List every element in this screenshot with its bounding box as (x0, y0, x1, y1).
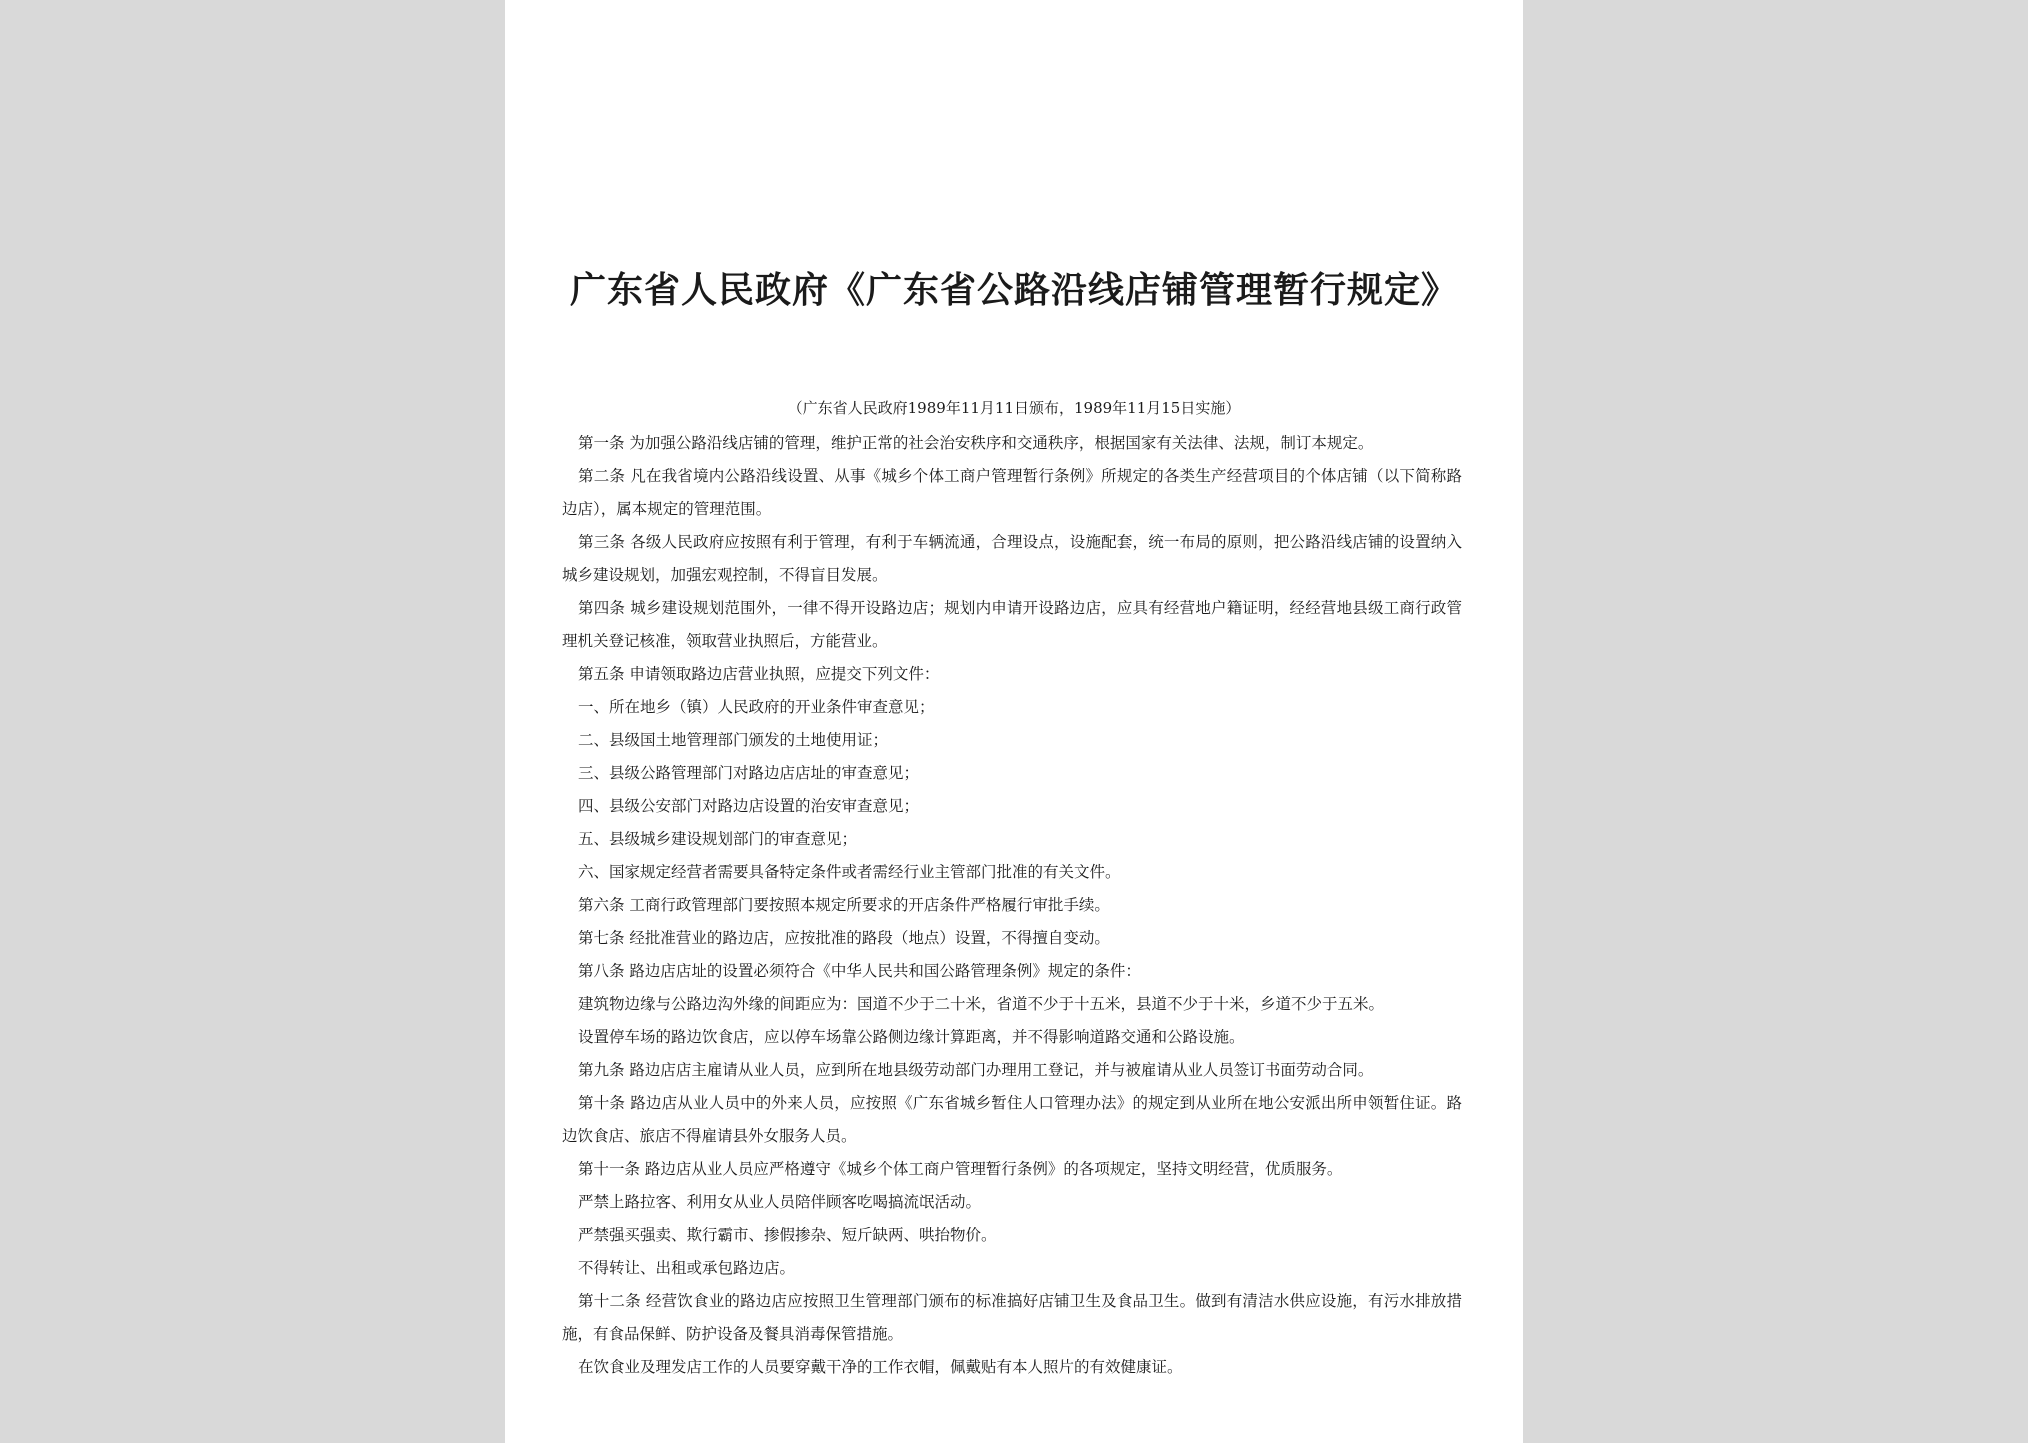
paragraph: 第一条 为加强公路沿线店铺的管理，维护正常的社会治安秩序和交通秩序，根据国家有关法律、法规，制订本规定。 (578, 434, 1374, 452)
paragraph: 一、所在地乡（镇）人民政府的开业条件审查意见； (578, 698, 935, 716)
paragraph: 第七条 经批准营业的路边店，应按批准的路段（地点）设置，不得擅自变动。 (578, 929, 1110, 947)
paragraph: 第六条 工商行政管理部门要按照本规定所要求的开店条件严格履行审批手续。 (578, 896, 1110, 914)
paragraph: 设置停车场的路边饮食店，应以停车场靠公路侧边缘计算距离，并不得影响道路交通和公路设施。 (578, 1028, 1245, 1046)
paragraph: 六、国家规定经营者需要具备特定条件或者需经行业主管部门批准的有关文件。 (578, 863, 1121, 881)
document-title: 广东省人民政府《广东省公路沿线店铺管理暂行规定》 (569, 269, 1458, 311)
paragraph: 二、县级国土地管理部门颁发的土地使用证； (578, 731, 889, 749)
paragraph: 第九条 路边店店主雇请从业人员，应到所在地县级劳动部门办理用工登记，并与被雇请从业人员签订书面劳动合同。 (578, 1061, 1374, 1079)
paragraph: 第十条 路边店从业人员中的外来人员，应按照《广东省城乡暂住人口管理办法》的规定到从业所在地公安派出所申领暂住证。路边饮食店、旅店不得雇请县外女服务人员。 (562, 1094, 1462, 1145)
paragraph: 第四条 城乡建设规划范围外，一律不得开设路边店；规划内申请开设路边店，应具有经营地户籍证明，经经营地县级工商行政管理机关登记核准，领取营业执照后，方能营业。 (562, 599, 1462, 650)
document-subtitle: （广东省人民政府1989年11月11日颁布，1989年11月15日实施） (787, 399, 1241, 417)
paragraph: 严禁强买强卖、欺行霸市、掺假掺杂、短斤缺两、哄抬物价。 (578, 1226, 997, 1244)
paragraph: 建筑物边缘与公路边沟外缘的间距应为：国道不少于二十米，省道不少于十五米，县道不少于十米，乡道不少于五米。 (578, 995, 1385, 1013)
paragraph: 不得转让、出租或承包路边店。 (578, 1259, 796, 1277)
paragraph: 四、县级公安部门对路边店设置的治安审查意见； (578, 797, 920, 815)
paragraph: 三、县级公路管理部门对路边店店址的审查意见； (578, 764, 920, 782)
paragraph: 第十二条 经营饮食业的路边店应按照卫生管理部门颁布的标准搞好店铺卫生及食品卫生。做到有清洁水供应设施，有污水排放措施，有食品保鲜、防护设备及餐具消毒保管措施。 (562, 1292, 1462, 1343)
paragraph: 在饮食业及理发店工作的人员要穿戴干净的工作衣帽，佩戴贴有本人照片的有效健康证。 (578, 1358, 1183, 1376)
paragraph: 第十一条 路边店从业人员应严格遵守《城乡个体工商户管理暂行条例》的各项规定，坚持文明经营，优质服务。 (578, 1160, 1343, 1178)
document-page (505, 0, 1523, 1443)
paragraph: 严禁上路拉客、利用女从业人员陪伴顾客吃喝搞流氓活动。 (578, 1193, 982, 1211)
paragraph: 第二条 凡在我省境内公路沿线设置、从事《城乡个体工商户管理暂行条例》所规定的各类生产经营项目的个体店铺（以下简称路边店），属本规定的管理范围。 (562, 467, 1462, 518)
document-body (562, 427, 1462, 1384)
paragraph: 第五条 申请领取路边店营业执照，应提交下列文件： (578, 665, 940, 683)
paragraph: 五、县级城乡建设规划部门的审查意见； (578, 830, 858, 848)
paragraph: 第三条 各级人民政府应按照有利于管理，有利于车辆流通，合理设点，设施配套，统一布局的原则，把公路沿线店铺的设置纳入城乡建设规划，加强宏观控制，不得盲目发展。 (562, 533, 1462, 584)
paragraph: 第八条 路边店店址的设置必须符合《中华人民共和国公路管理条例》规定的条件： (578, 962, 1141, 980)
